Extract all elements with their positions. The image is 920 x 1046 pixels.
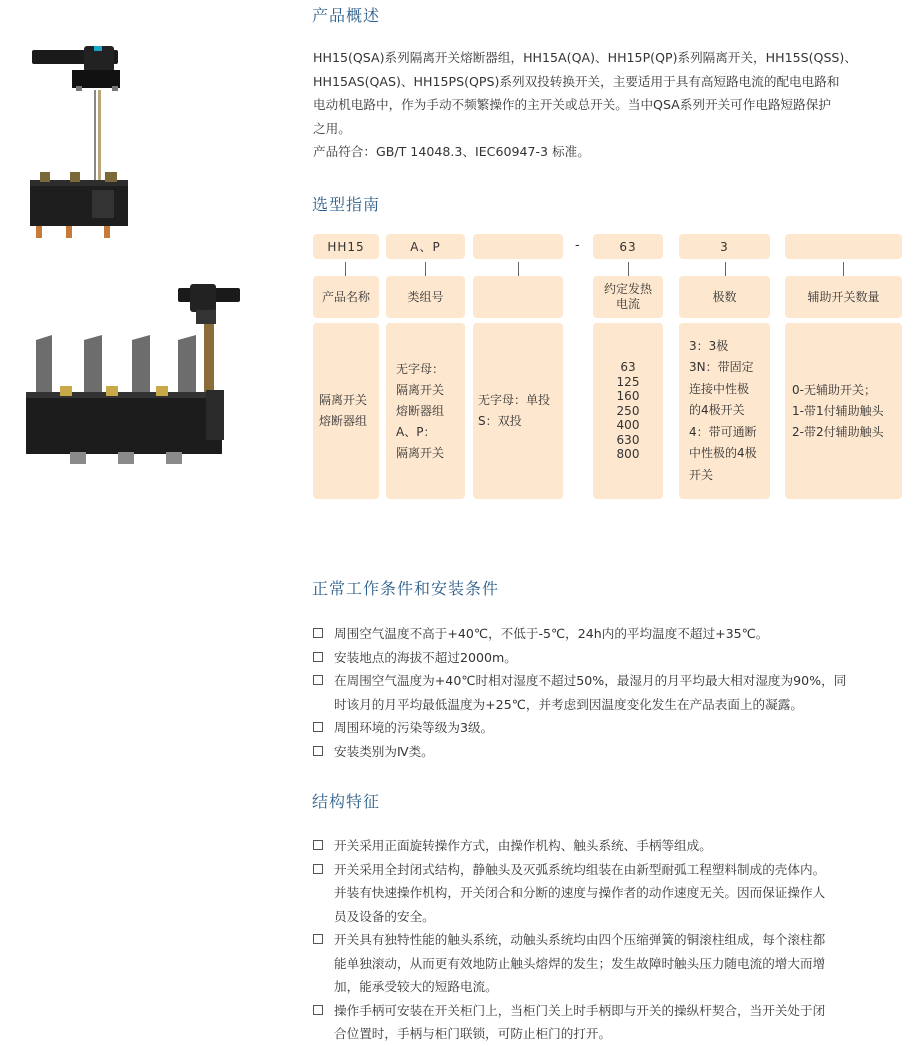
checkbox-icon <box>313 652 323 662</box>
desc-poles: 3：3极 3N：带固定 连接中性极 的4极开关 4：带可通断 中性极的4极 开关 <box>679 323 770 499</box>
list-item: 开关采用全封闭式结构，静触头及灭弧系统均组装在由新型耐弧工程塑料制成的壳体内。 并装有快速操作机构，开关闭合和分断的速度与操作者的动作速度无关。因而保证操作人 员及设备的安全。 <box>313 858 909 929</box>
connector-line <box>518 262 519 276</box>
code-box-group: A、P <box>386 234 465 259</box>
desc-aux-switch: 0-无辅助开关； 1-带1付辅助触头 2-带2付辅助触头 <box>785 323 902 499</box>
structure-heading: 结构特征 <box>312 792 381 811</box>
checkbox-icon <box>313 934 323 944</box>
desc-product-name: 隔离开关 熔断器组 <box>313 323 379 499</box>
product-image-small-switch <box>20 40 140 250</box>
code-box-throw <box>473 234 563 259</box>
conditions-heading: 正常工作条件和安装条件 <box>312 579 500 598</box>
connector-line <box>725 262 726 276</box>
code-box-poles: 3 <box>679 234 770 259</box>
checkbox-icon <box>313 628 323 638</box>
code-separator: - <box>575 238 580 253</box>
overview-line: HH15(QSA)系列隔离开关熔断器组，HH15A(QA)、HH15P(QP)系列隔离开关，HH15S(QSS)、 <box>313 50 857 65</box>
connector-line <box>843 262 844 276</box>
label-throw <box>473 276 563 318</box>
list-item: 安装类别为Ⅳ类。 <box>313 740 909 764</box>
list-item: 操作手柄可安装在开关柜门上，当柜门关上时手柄即与开关的操纵杆契合，当开关处于闭 合位置时，手柄与柜门联锁，可防止柜门的打开。 <box>313 999 909 1046</box>
list-item: 在周围空气温度为+40℃时相对湿度不超过50%，最湿月的月平均最大相对湿度为90%，同 时该月的月平均最低温度为+25℃，并考虑到因温度变化发生在产品表面上的凝露。 <box>313 669 909 716</box>
code-box-current: 63 <box>593 234 663 259</box>
desc-group-no: 无字母： 隔离开关 熔断器组 A、P： 隔离开关 <box>386 323 465 499</box>
product-image-large-switch <box>20 280 245 475</box>
overview-text <box>313 46 909 164</box>
connector-line <box>425 262 426 276</box>
checkbox-icon <box>313 864 323 874</box>
overview-line: HH15AS(QAS)、HH15PS(QPS)系列双投转换开关，主要适用于具有高短路电流的配电电路和 <box>313 73 840 89</box>
connector-line <box>628 262 629 276</box>
connector-line <box>345 262 346 276</box>
label-group-no: 类组号 <box>386 276 465 318</box>
list-item: 安装地点的海拔不超过2000m。 <box>313 646 909 670</box>
guide-heading: 选型指南 <box>312 195 381 214</box>
desc-rated-current: 63 125 160 250 400 630 800 <box>593 323 663 499</box>
overview-line: 之用。 <box>313 120 351 136</box>
checkbox-icon <box>313 746 323 756</box>
overview-line: 产品符合：GB/T 14048.3、IEC60947-3 标准。 <box>313 144 590 159</box>
checkbox-icon <box>313 840 323 850</box>
label-aux-switch: 辅助开关数量 <box>785 276 902 318</box>
conditions-list <box>313 622 909 763</box>
code-box-series: HH15 <box>313 234 379 259</box>
code-box-aux <box>785 234 902 259</box>
structure-list <box>313 834 909 1046</box>
overview-heading: 产品概述 <box>312 6 381 25</box>
overview-line: 电动机电路中，作为手动不频繁操作的主开关或总开关。当中QSA系列开关可作电路短路保护 <box>313 97 831 112</box>
label-product-name: 产品名称 <box>313 276 379 318</box>
checkbox-icon <box>313 1005 323 1015</box>
list-item: 开关采用正面旋转操作方式，由操作机构、触头系统、手柄等组成。 <box>313 834 909 858</box>
desc-throw: 无字母：单投 S：双投 <box>473 323 563 499</box>
list-item: 周围空气温度不高于+40℃，不低于-5℃，24h内的平均温度不超过+35℃。 <box>313 622 909 646</box>
label-rated-current: 约定发热 电流 <box>593 276 663 318</box>
checkbox-icon <box>313 675 323 685</box>
list-item: 开关具有独特性能的触头系统，动触头系统均由四个压缩弹簧的铜滚柱组成，每个滚柱都 能单独滚动，从而更有效地防止触头熔焊的发生；发生故障时触头压力随电流的增大而增 加，能承受较大的短路电流。 <box>313 928 909 999</box>
label-poles: 极数 <box>679 276 770 318</box>
list-item: 周围环境的污染等级为3级。 <box>313 716 909 740</box>
checkbox-icon <box>313 722 323 732</box>
